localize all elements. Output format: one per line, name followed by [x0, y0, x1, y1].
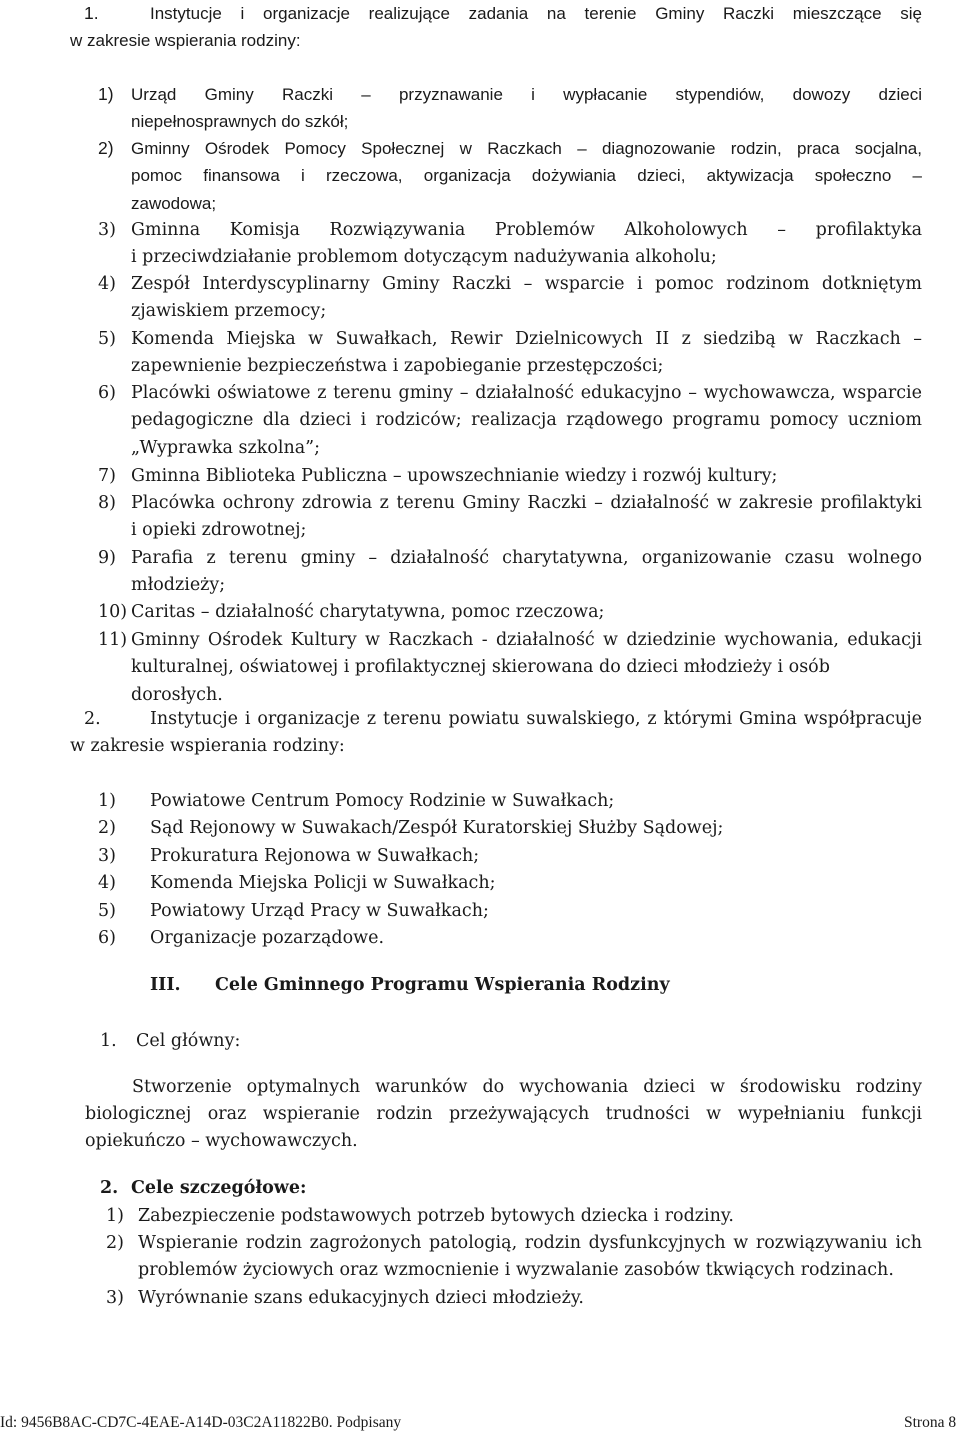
- list-item: Prokuratura Rejonowa w Suwałkach;: [150, 846, 480, 866]
- list-item-line: Caritas – działalność charytatywna, pomoc rzeczowa;: [131, 602, 605, 622]
- list-item-number: 1): [98, 84, 114, 104]
- main-goal-line-3: opiekuńczo – wychowawczych.: [85, 1131, 358, 1151]
- goal-item-line: problemów życiowych oraz wzmocnienie i wyzwalanie zasobów tkwiących rodzinach.: [138, 1260, 894, 1281]
- list-item-number: 4): [98, 873, 116, 893]
- list-item-line: Komenda Miejska w Suwałkach, Rewir Dzielnicowych II z siedzibą w Raczkach –: [131, 329, 922, 349]
- list-item: Sąd Rejonowy w Suwakach/Zespół Kuratorskiej Służby Sądowej;: [150, 818, 724, 838]
- list-item-line: Gminna Komisja Rozwiązywania Problemów Alkoholowych – profilaktyka: [131, 220, 922, 240]
- list-item-number: 10): [98, 602, 128, 622]
- list-item-line: zawodowa;: [131, 193, 217, 213]
- list-item-number: 4): [98, 274, 116, 294]
- list-item-number: 2): [98, 818, 116, 838]
- list-item-line: pomoc finansowa i rzeczowa, organizacja dożywiania dzieci, aktywizacja społeczno –: [131, 166, 922, 186]
- goal-item-line: Wyrównanie szans edukacyjnych dzieci młodzieży.: [138, 1288, 584, 1308]
- list-item-line: i opieki zdrowotnej;: [131, 520, 307, 541]
- main-goal-label: Cel główny:: [136, 1031, 241, 1051]
- detailed-goals-label: Cele szczegółowe:: [131, 1178, 307, 1198]
- goal-item-number: 2): [106, 1233, 124, 1253]
- list-item-number: 5): [98, 329, 116, 349]
- list-item-line: Gminny Ośrodek Kultury w Raczkach - działalność w dziedzinie wychowania, edukacji: [131, 630, 922, 650]
- list-item-line: zjawiskiem przemocy;: [131, 301, 327, 322]
- list-item-line: zapewnienie bezpieczeństwa i zapobieganie przestępczości;: [131, 356, 664, 377]
- section-2-number: 2.: [84, 709, 101, 729]
- list-item: Organizacje pozarządowe.: [150, 928, 385, 948]
- list-item-line: Placówka ochrony zdrowia z terenu Gminy Raczki – działalność w zakresie profilaktyki: [131, 493, 922, 513]
- list-item-line: Urząd Gminy Raczki – przyznawanie i wypłacanie stypendiów, dowozy dzieci: [131, 85, 922, 104]
- main-goal-line-2: biologicznej oraz wspieranie rodzin przeżywających trudności w wypełnianiu funkcji: [85, 1104, 922, 1124]
- list-item-line: kulturalnej, oświatowej i profilaktycznej skierowana do dzieci młodzieży i osób dorosłych.: [131, 657, 830, 705]
- footer-document-id: Id: 9456B8AC-CD7C-4EAE-A14D-03C2A11822B0. Podpisany: [0, 1414, 402, 1431]
- list-item-number: 1): [98, 791, 116, 811]
- list-item-number: 7): [98, 466, 116, 486]
- chapter-3-numeral: III.: [150, 975, 181, 995]
- list-item-line: Zespół Interdyscyplinarny Gminy Raczki – wsparcie i pomoc rodzinom dotkniętym: [131, 274, 922, 294]
- main-goal-line-1: Stworzenie optymalnych warunków do wychowania dzieci w środowisku rodziny: [132, 1077, 922, 1097]
- list-item-line: młodzieży;: [131, 575, 226, 596]
- section-1-heading-line1: Instytucje i organizacje realizujące zadania na terenie Gminy Raczki mieszczące się: [150, 4, 922, 23]
- list-item-line: i przeciwdziałanie problemom dotyczącym nadużywania alkoholu;: [131, 247, 717, 268]
- list-item: Powiatowe Centrum Pomocy Rodzinie w Suwałkach;: [150, 791, 615, 811]
- list-item: Komenda Miejska Policji w Suwałkach;: [150, 873, 496, 893]
- section-1-heading-line2: w zakresie wspierania rodziny:: [70, 31, 301, 50]
- main-goal-number: 1.: [100, 1031, 117, 1051]
- goal-item-line: Zabezpieczenie podstawowych potrzeb bytowych dziecka i rodziny.: [138, 1206, 734, 1226]
- list-item-line: Gminna Biblioteka Publiczna – upowszechnianie wiedzy i rozwój kultury;: [131, 466, 778, 486]
- list-item-number: 3): [98, 220, 116, 240]
- list-item-number: 5): [98, 901, 116, 921]
- list-item-line: Gminny Ośrodek Pomocy Społecznej w Raczkach – diagnozowanie rodzin, praca socjalna,: [131, 139, 922, 158]
- list-item-number: 11): [98, 630, 128, 650]
- section-2-heading-line1: Instytucje i organizacje z terenu powiatu suwalskiego, z którymi Gmina współpracuje: [150, 709, 922, 729]
- goal-item-number: 3): [106, 1288, 124, 1308]
- goal-item-line: Wspieranie rodzin zagrożonych patologią, rodzin dysfunkcyjnych w rozwiązywaniu ich: [138, 1233, 922, 1253]
- list-item-number: 9): [98, 548, 116, 568]
- list-item: Powiatowy Urząd Pracy w Suwałkach;: [150, 901, 489, 921]
- list-item-line: niepełnosprawnych do szkół;: [131, 112, 349, 132]
- list-item-number: 6): [98, 383, 116, 403]
- list-item-line: pedagogiczne dla dzieci i rodziców; realizacja rządowego programu pomocy uczniom: [131, 410, 922, 431]
- section-1-number: 1.: [84, 3, 99, 23]
- list-item-number: 3): [98, 846, 116, 866]
- list-item-number: 8): [98, 493, 116, 513]
- chapter-3-title: Cele Gminnego Programu Wspierania Rodziny: [215, 975, 670, 995]
- section-2-heading-line2: w zakresie wspierania rodziny:: [70, 736, 345, 756]
- list-item-number: 6): [98, 928, 116, 948]
- list-item-number: 2): [98, 138, 114, 158]
- list-item-line: Placówki oświatowe z terenu gminy – działalność edukacyjno – wychowawcza, wsparcie: [131, 383, 922, 403]
- list-item-line: Parafia z terenu gminy – działalność charytatywna, organizowanie czasu wolnego: [131, 548, 922, 568]
- goal-item-number: 1): [106, 1206, 124, 1226]
- detailed-goals-number: 2.: [100, 1178, 119, 1198]
- footer-page-number: Strona 8: [904, 1414, 957, 1431]
- list-item-line: „Wyprawka szkolna”;: [131, 437, 320, 458]
